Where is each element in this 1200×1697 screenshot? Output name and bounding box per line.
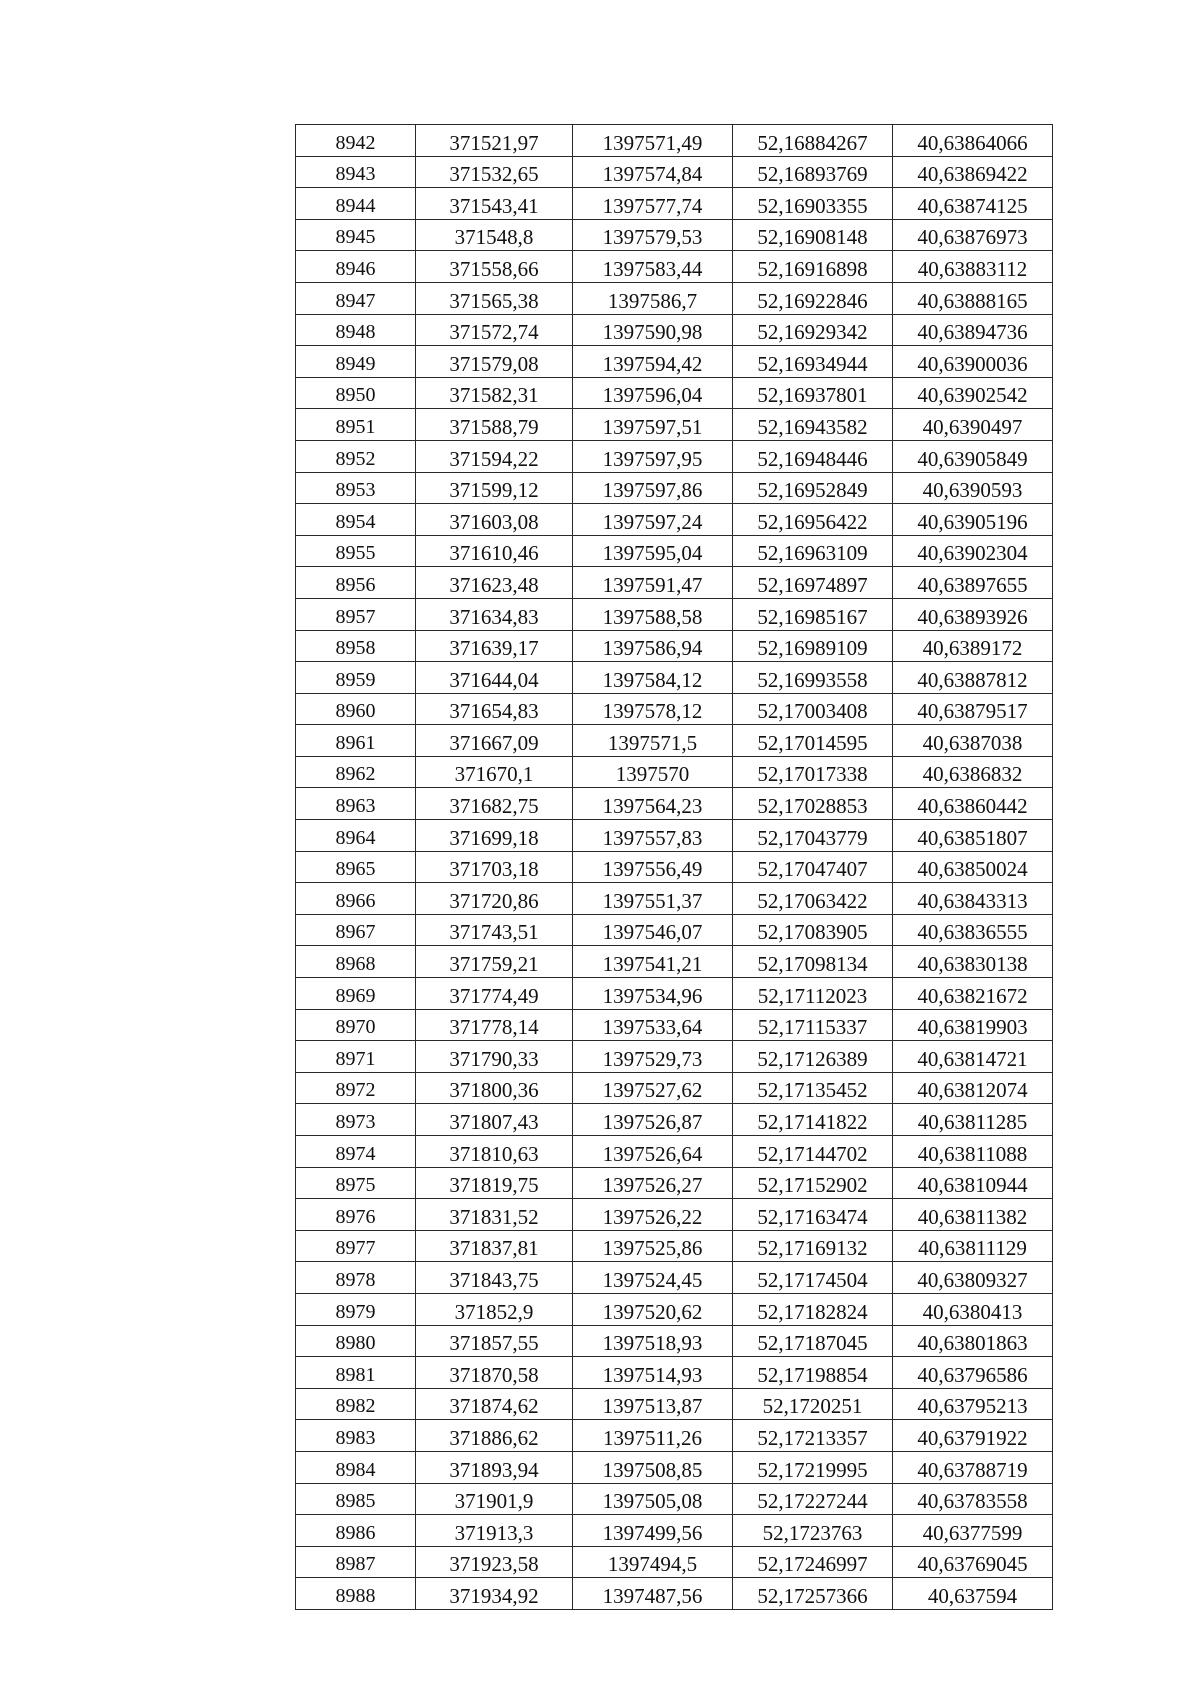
- point-number-cell: 8972: [296, 1072, 416, 1104]
- x-coordinate-cell: 371610,46: [416, 535, 573, 567]
- latitude-cell: 52,16943582: [733, 409, 893, 441]
- x-coordinate-cell: 371870,58: [416, 1357, 573, 1389]
- point-number-cell: 8965: [296, 851, 416, 883]
- latitude-cell: 52,16934944: [733, 346, 893, 378]
- table-row: [296, 630, 1053, 662]
- latitude-cell: 52,17257366: [733, 1578, 893, 1610]
- table-row: [296, 1199, 1053, 1231]
- table-row: [296, 756, 1053, 788]
- table-row: [296, 946, 1053, 978]
- point-number-cell: 8946: [296, 251, 416, 283]
- point-number-cell: 8952: [296, 440, 416, 472]
- point-number-cell: 8974: [296, 1136, 416, 1168]
- latitude-cell: 52,17213357: [733, 1420, 893, 1452]
- y-coordinate-cell: 1397557,83: [573, 820, 733, 852]
- longitude-cell: 40,63869422: [893, 156, 1053, 188]
- longitude-cell: 40,63819903: [893, 1009, 1053, 1041]
- longitude-cell: 40,63887812: [893, 662, 1053, 694]
- y-coordinate-cell: 1397556,49: [573, 851, 733, 883]
- point-number-cell: 8951: [296, 409, 416, 441]
- longitude-cell: 40,63801863: [893, 1325, 1053, 1357]
- point-number-cell: 8942: [296, 125, 416, 157]
- latitude-cell: 52,16929342: [733, 314, 893, 346]
- point-number-cell: 8982: [296, 1388, 416, 1420]
- longitude-cell: 40,63810944: [893, 1167, 1053, 1199]
- x-coordinate-cell: 371572,74: [416, 314, 573, 346]
- y-coordinate-cell: 1397596,04: [573, 377, 733, 409]
- latitude-cell: 52,16952849: [733, 472, 893, 504]
- table-row: [296, 693, 1053, 725]
- x-coordinate-cell: 371774,49: [416, 978, 573, 1010]
- y-coordinate-cell: 1397590,98: [573, 314, 733, 346]
- point-number-cell: 8975: [296, 1167, 416, 1199]
- table-row: [296, 598, 1053, 630]
- longitude-cell: 40,63894736: [893, 314, 1053, 346]
- point-number-cell: 8950: [296, 377, 416, 409]
- longitude-cell: 40,63811088: [893, 1136, 1053, 1168]
- latitude-cell: 52,17014595: [733, 725, 893, 757]
- longitude-cell: 40,6389172: [893, 630, 1053, 662]
- table-row: [296, 1325, 1053, 1357]
- y-coordinate-cell: 1397526,27: [573, 1167, 733, 1199]
- longitude-cell: 40,6390593: [893, 472, 1053, 504]
- x-coordinate-cell: 371843,75: [416, 1262, 573, 1294]
- y-coordinate-cell: 1397529,73: [573, 1041, 733, 1073]
- table-row: [296, 346, 1053, 378]
- x-coordinate-cell: 371790,33: [416, 1041, 573, 1073]
- latitude-cell: 52,17098134: [733, 946, 893, 978]
- longitude-cell: 40,63836555: [893, 914, 1053, 946]
- longitude-cell: 40,6390497: [893, 409, 1053, 441]
- table-row: [296, 883, 1053, 915]
- longitude-cell: 40,63851807: [893, 820, 1053, 852]
- x-coordinate-cell: 371599,12: [416, 472, 573, 504]
- latitude-cell: 52,17047407: [733, 851, 893, 883]
- longitude-cell: 40,63893926: [893, 598, 1053, 630]
- x-coordinate-cell: 371901,9: [416, 1483, 573, 1515]
- y-coordinate-cell: 1397508,85: [573, 1451, 733, 1483]
- x-coordinate-cell: 371819,75: [416, 1167, 573, 1199]
- y-coordinate-cell: 1397520,62: [573, 1293, 733, 1325]
- table-row: [296, 1230, 1053, 1262]
- point-number-cell: 8947: [296, 282, 416, 314]
- table-row: [296, 251, 1053, 283]
- latitude-cell: 52,17043779: [733, 820, 893, 852]
- y-coordinate-cell: 1397527,62: [573, 1072, 733, 1104]
- point-number-cell: 8957: [296, 598, 416, 630]
- table-row: [296, 662, 1053, 694]
- table-row: [296, 1136, 1053, 1168]
- y-coordinate-cell: 1397586,94: [573, 630, 733, 662]
- x-coordinate-cell: 371837,81: [416, 1230, 573, 1262]
- latitude-cell: 52,17182824: [733, 1293, 893, 1325]
- latitude-cell: 52,17115337: [733, 1009, 893, 1041]
- point-number-cell: 8958: [296, 630, 416, 662]
- point-number-cell: 8944: [296, 188, 416, 220]
- latitude-cell: 52,16974897: [733, 567, 893, 599]
- coordinates-table: [295, 124, 1053, 1610]
- longitude-cell: 40,63809327: [893, 1262, 1053, 1294]
- x-coordinate-cell: 371558,66: [416, 251, 573, 283]
- latitude-cell: 52,16903355: [733, 188, 893, 220]
- longitude-cell: 40,637594: [893, 1578, 1053, 1610]
- y-coordinate-cell: 1397524,45: [573, 1262, 733, 1294]
- point-number-cell: 8954: [296, 504, 416, 536]
- y-coordinate-cell: 1397578,12: [573, 693, 733, 725]
- y-coordinate-cell: 1397583,44: [573, 251, 733, 283]
- table-row: [296, 1041, 1053, 1073]
- x-coordinate-cell: 371594,22: [416, 440, 573, 472]
- x-coordinate-cell: 371521,97: [416, 125, 573, 157]
- point-number-cell: 8968: [296, 946, 416, 978]
- x-coordinate-cell: 371778,14: [416, 1009, 573, 1041]
- x-coordinate-cell: 371807,43: [416, 1104, 573, 1136]
- longitude-cell: 40,63864066: [893, 125, 1053, 157]
- y-coordinate-cell: 1397577,74: [573, 188, 733, 220]
- x-coordinate-cell: 371703,18: [416, 851, 573, 883]
- y-coordinate-cell: 1397534,96: [573, 978, 733, 1010]
- point-number-cell: 8953: [296, 472, 416, 504]
- table-row: [296, 472, 1053, 504]
- longitude-cell: 40,63876973: [893, 219, 1053, 251]
- longitude-cell: 40,63900036: [893, 346, 1053, 378]
- point-number-cell: 8966: [296, 883, 416, 915]
- latitude-cell: 52,16963109: [733, 535, 893, 567]
- longitude-cell: 40,6387038: [893, 725, 1053, 757]
- longitude-cell: 40,63783558: [893, 1483, 1053, 1515]
- point-number-cell: 8988: [296, 1578, 416, 1610]
- longitude-cell: 40,63879517: [893, 693, 1053, 725]
- table-row: [296, 1578, 1053, 1610]
- table-row: [296, 188, 1053, 220]
- y-coordinate-cell: 1397595,04: [573, 535, 733, 567]
- x-coordinate-cell: 371923,58: [416, 1546, 573, 1578]
- latitude-cell: 52,17227244: [733, 1483, 893, 1515]
- y-coordinate-cell: 1397571,49: [573, 125, 733, 157]
- table-row: [296, 1009, 1053, 1041]
- latitude-cell: 52,17174504: [733, 1262, 893, 1294]
- x-coordinate-cell: 371682,75: [416, 788, 573, 820]
- table-row: [296, 1546, 1053, 1578]
- y-coordinate-cell: 1397588,58: [573, 598, 733, 630]
- x-coordinate-cell: 371720,86: [416, 883, 573, 915]
- longitude-cell: 40,63791922: [893, 1420, 1053, 1452]
- longitude-cell: 40,63883112: [893, 251, 1053, 283]
- x-coordinate-cell: 371634,83: [416, 598, 573, 630]
- table-row: [296, 504, 1053, 536]
- table-row: [296, 125, 1053, 157]
- y-coordinate-cell: 1397525,86: [573, 1230, 733, 1262]
- point-number-cell: 8973: [296, 1104, 416, 1136]
- point-number-cell: 8959: [296, 662, 416, 694]
- point-number-cell: 8956: [296, 567, 416, 599]
- x-coordinate-cell: 371913,3: [416, 1515, 573, 1547]
- x-coordinate-cell: 371874,62: [416, 1388, 573, 1420]
- y-coordinate-cell: 1397574,84: [573, 156, 733, 188]
- point-number-cell: 8977: [296, 1230, 416, 1262]
- longitude-cell: 40,63814721: [893, 1041, 1053, 1073]
- y-coordinate-cell: 1397499,56: [573, 1515, 733, 1547]
- x-coordinate-cell: 371565,38: [416, 282, 573, 314]
- x-coordinate-cell: 371670,1: [416, 756, 573, 788]
- x-coordinate-cell: 371759,21: [416, 946, 573, 978]
- y-coordinate-cell: 1397597,95: [573, 440, 733, 472]
- point-number-cell: 8980: [296, 1325, 416, 1357]
- y-coordinate-cell: 1397526,22: [573, 1199, 733, 1231]
- latitude-cell: 52,17152902: [733, 1167, 893, 1199]
- x-coordinate-cell: 371886,62: [416, 1420, 573, 1452]
- longitude-cell: 40,63905849: [893, 440, 1053, 472]
- x-coordinate-cell: 371800,36: [416, 1072, 573, 1104]
- latitude-cell: 52,17017338: [733, 756, 893, 788]
- latitude-cell: 52,16993558: [733, 662, 893, 694]
- y-coordinate-cell: 1397564,23: [573, 788, 733, 820]
- x-coordinate-cell: 371743,51: [416, 914, 573, 946]
- longitude-cell: 40,63811382: [893, 1199, 1053, 1231]
- table-row: [296, 535, 1053, 567]
- y-coordinate-cell: 1397487,56: [573, 1578, 733, 1610]
- x-coordinate-cell: 371582,31: [416, 377, 573, 409]
- latitude-cell: 52,16948446: [733, 440, 893, 472]
- x-coordinate-cell: 371893,94: [416, 1451, 573, 1483]
- x-coordinate-cell: 371543,41: [416, 188, 573, 220]
- latitude-cell: 52,17144702: [733, 1136, 893, 1168]
- point-number-cell: 8971: [296, 1041, 416, 1073]
- point-number-cell: 8976: [296, 1199, 416, 1231]
- point-number-cell: 8943: [296, 156, 416, 188]
- y-coordinate-cell: 1397597,24: [573, 504, 733, 536]
- table-row: [296, 282, 1053, 314]
- point-number-cell: 8945: [296, 219, 416, 251]
- y-coordinate-cell: 1397594,42: [573, 346, 733, 378]
- point-number-cell: 8964: [296, 820, 416, 852]
- point-number-cell: 8955: [296, 535, 416, 567]
- point-number-cell: 8970: [296, 1009, 416, 1041]
- point-number-cell: 8985: [296, 1483, 416, 1515]
- point-number-cell: 8960: [296, 693, 416, 725]
- latitude-cell: 52,17135452: [733, 1072, 893, 1104]
- point-number-cell: 8978: [296, 1262, 416, 1294]
- x-coordinate-cell: 371831,52: [416, 1199, 573, 1231]
- table-row: [296, 1104, 1053, 1136]
- latitude-cell: 52,1723763: [733, 1515, 893, 1547]
- longitude-cell: 40,63830138: [893, 946, 1053, 978]
- table-row: [296, 1483, 1053, 1515]
- y-coordinate-cell: 1397494,5: [573, 1546, 733, 1578]
- longitude-cell: 40,63796586: [893, 1357, 1053, 1389]
- latitude-cell: 52,17246997: [733, 1546, 893, 1578]
- y-coordinate-cell: 1397597,51: [573, 409, 733, 441]
- point-number-cell: 8948: [296, 314, 416, 346]
- x-coordinate-cell: 371639,17: [416, 630, 573, 662]
- latitude-cell: 52,17198854: [733, 1357, 893, 1389]
- table-row: [296, 567, 1053, 599]
- y-coordinate-cell: 1397526,87: [573, 1104, 733, 1136]
- table-row: [296, 377, 1053, 409]
- latitude-cell: 52,17003408: [733, 693, 893, 725]
- table-row: [296, 1388, 1053, 1420]
- longitude-cell: 40,63795213: [893, 1388, 1053, 1420]
- latitude-cell: 52,1720251: [733, 1388, 893, 1420]
- longitude-cell: 40,63769045: [893, 1546, 1053, 1578]
- latitude-cell: 52,16922846: [733, 282, 893, 314]
- latitude-cell: 52,17169132: [733, 1230, 893, 1262]
- table-row: [296, 788, 1053, 820]
- longitude-cell: 40,63811129: [893, 1230, 1053, 1262]
- point-number-cell: 8981: [296, 1357, 416, 1389]
- x-coordinate-cell: 371588,79: [416, 409, 573, 441]
- point-number-cell: 8987: [296, 1546, 416, 1578]
- table-row: [296, 914, 1053, 946]
- x-coordinate-cell: 371532,65: [416, 156, 573, 188]
- x-coordinate-cell: 371548,8: [416, 219, 573, 251]
- point-number-cell: 8986: [296, 1515, 416, 1547]
- point-number-cell: 8967: [296, 914, 416, 946]
- table-row: [296, 156, 1053, 188]
- table-row: [296, 851, 1053, 883]
- latitude-cell: 52,17219995: [733, 1451, 893, 1483]
- x-coordinate-cell: 371857,55: [416, 1325, 573, 1357]
- y-coordinate-cell: 1397586,7: [573, 282, 733, 314]
- longitude-cell: 40,63821672: [893, 978, 1053, 1010]
- table-row: [296, 1515, 1053, 1547]
- y-coordinate-cell: 1397511,26: [573, 1420, 733, 1452]
- y-coordinate-cell: 1397533,64: [573, 1009, 733, 1041]
- y-coordinate-cell: 1397597,86: [573, 472, 733, 504]
- y-coordinate-cell: 1397591,47: [573, 567, 733, 599]
- longitude-cell: 40,63788719: [893, 1451, 1053, 1483]
- table-row: [296, 219, 1053, 251]
- latitude-cell: 52,16916898: [733, 251, 893, 283]
- point-number-cell: 8984: [296, 1451, 416, 1483]
- y-coordinate-cell: 1397571,5: [573, 725, 733, 757]
- longitude-cell: 40,6380413: [893, 1293, 1053, 1325]
- longitude-cell: 40,63902304: [893, 535, 1053, 567]
- y-coordinate-cell: 1397518,93: [573, 1325, 733, 1357]
- table-row: [296, 1167, 1053, 1199]
- latitude-cell: 52,16956422: [733, 504, 893, 536]
- y-coordinate-cell: 1397570: [573, 756, 733, 788]
- y-coordinate-cell: 1397541,21: [573, 946, 733, 978]
- x-coordinate-cell: 371699,18: [416, 820, 573, 852]
- longitude-cell: 40,63812074: [893, 1072, 1053, 1104]
- latitude-cell: 52,17126389: [733, 1041, 893, 1073]
- y-coordinate-cell: 1397505,08: [573, 1483, 733, 1515]
- table-row: [296, 314, 1053, 346]
- latitude-cell: 52,17187045: [733, 1325, 893, 1357]
- latitude-cell: 52,17063422: [733, 883, 893, 915]
- table-row: [296, 978, 1053, 1010]
- longitude-cell: 40,63843313: [893, 883, 1053, 915]
- longitude-cell: 40,63905196: [893, 504, 1053, 536]
- x-coordinate-cell: 371644,04: [416, 662, 573, 694]
- longitude-cell: 40,63811285: [893, 1104, 1053, 1136]
- x-coordinate-cell: 371603,08: [416, 504, 573, 536]
- latitude-cell: 52,16985167: [733, 598, 893, 630]
- latitude-cell: 52,16937801: [733, 377, 893, 409]
- point-number-cell: 8963: [296, 788, 416, 820]
- y-coordinate-cell: 1397584,12: [573, 662, 733, 694]
- x-coordinate-cell: 371810,63: [416, 1136, 573, 1168]
- longitude-cell: 40,6377599: [893, 1515, 1053, 1547]
- x-coordinate-cell: 371579,08: [416, 346, 573, 378]
- table-row: [296, 1451, 1053, 1483]
- point-number-cell: 8983: [296, 1420, 416, 1452]
- point-number-cell: 8969: [296, 978, 416, 1010]
- y-coordinate-cell: 1397514,93: [573, 1357, 733, 1389]
- longitude-cell: 40,63888165: [893, 282, 1053, 314]
- latitude-cell: 52,17141822: [733, 1104, 893, 1136]
- table-row: [296, 440, 1053, 472]
- latitude-cell: 52,16884267: [733, 125, 893, 157]
- y-coordinate-cell: 1397513,87: [573, 1388, 733, 1420]
- coordinates-table-body: [296, 125, 1053, 1610]
- x-coordinate-cell: 371852,9: [416, 1293, 573, 1325]
- table-row: [296, 1293, 1053, 1325]
- x-coordinate-cell: 371934,92: [416, 1578, 573, 1610]
- latitude-cell: 52,17112023: [733, 978, 893, 1010]
- latitude-cell: 52,17163474: [733, 1199, 893, 1231]
- longitude-cell: 40,63860442: [893, 788, 1053, 820]
- latitude-cell: 52,16893769: [733, 156, 893, 188]
- y-coordinate-cell: 1397579,53: [573, 219, 733, 251]
- point-number-cell: 8949: [296, 346, 416, 378]
- longitude-cell: 40,63897655: [893, 567, 1053, 599]
- latitude-cell: 52,16989109: [733, 630, 893, 662]
- table-row: [296, 1262, 1053, 1294]
- point-number-cell: 8979: [296, 1293, 416, 1325]
- longitude-cell: 40,63850024: [893, 851, 1053, 883]
- x-coordinate-cell: 371623,48: [416, 567, 573, 599]
- table-row: [296, 1072, 1053, 1104]
- longitude-cell: 40,63874125: [893, 188, 1053, 220]
- latitude-cell: 52,17083905: [733, 914, 893, 946]
- x-coordinate-cell: 371654,83: [416, 693, 573, 725]
- y-coordinate-cell: 1397546,07: [573, 914, 733, 946]
- table-row: [296, 409, 1053, 441]
- longitude-cell: 40,6386832: [893, 756, 1053, 788]
- table-row: [296, 820, 1053, 852]
- point-number-cell: 8961: [296, 725, 416, 757]
- x-coordinate-cell: 371667,09: [416, 725, 573, 757]
- table-row: [296, 1420, 1053, 1452]
- table-row: [296, 725, 1053, 757]
- y-coordinate-cell: 1397526,64: [573, 1136, 733, 1168]
- table-row: [296, 1357, 1053, 1389]
- y-coordinate-cell: 1397551,37: [573, 883, 733, 915]
- latitude-cell: 52,16908148: [733, 219, 893, 251]
- point-number-cell: 8962: [296, 756, 416, 788]
- longitude-cell: 40,63902542: [893, 377, 1053, 409]
- latitude-cell: 52,17028853: [733, 788, 893, 820]
